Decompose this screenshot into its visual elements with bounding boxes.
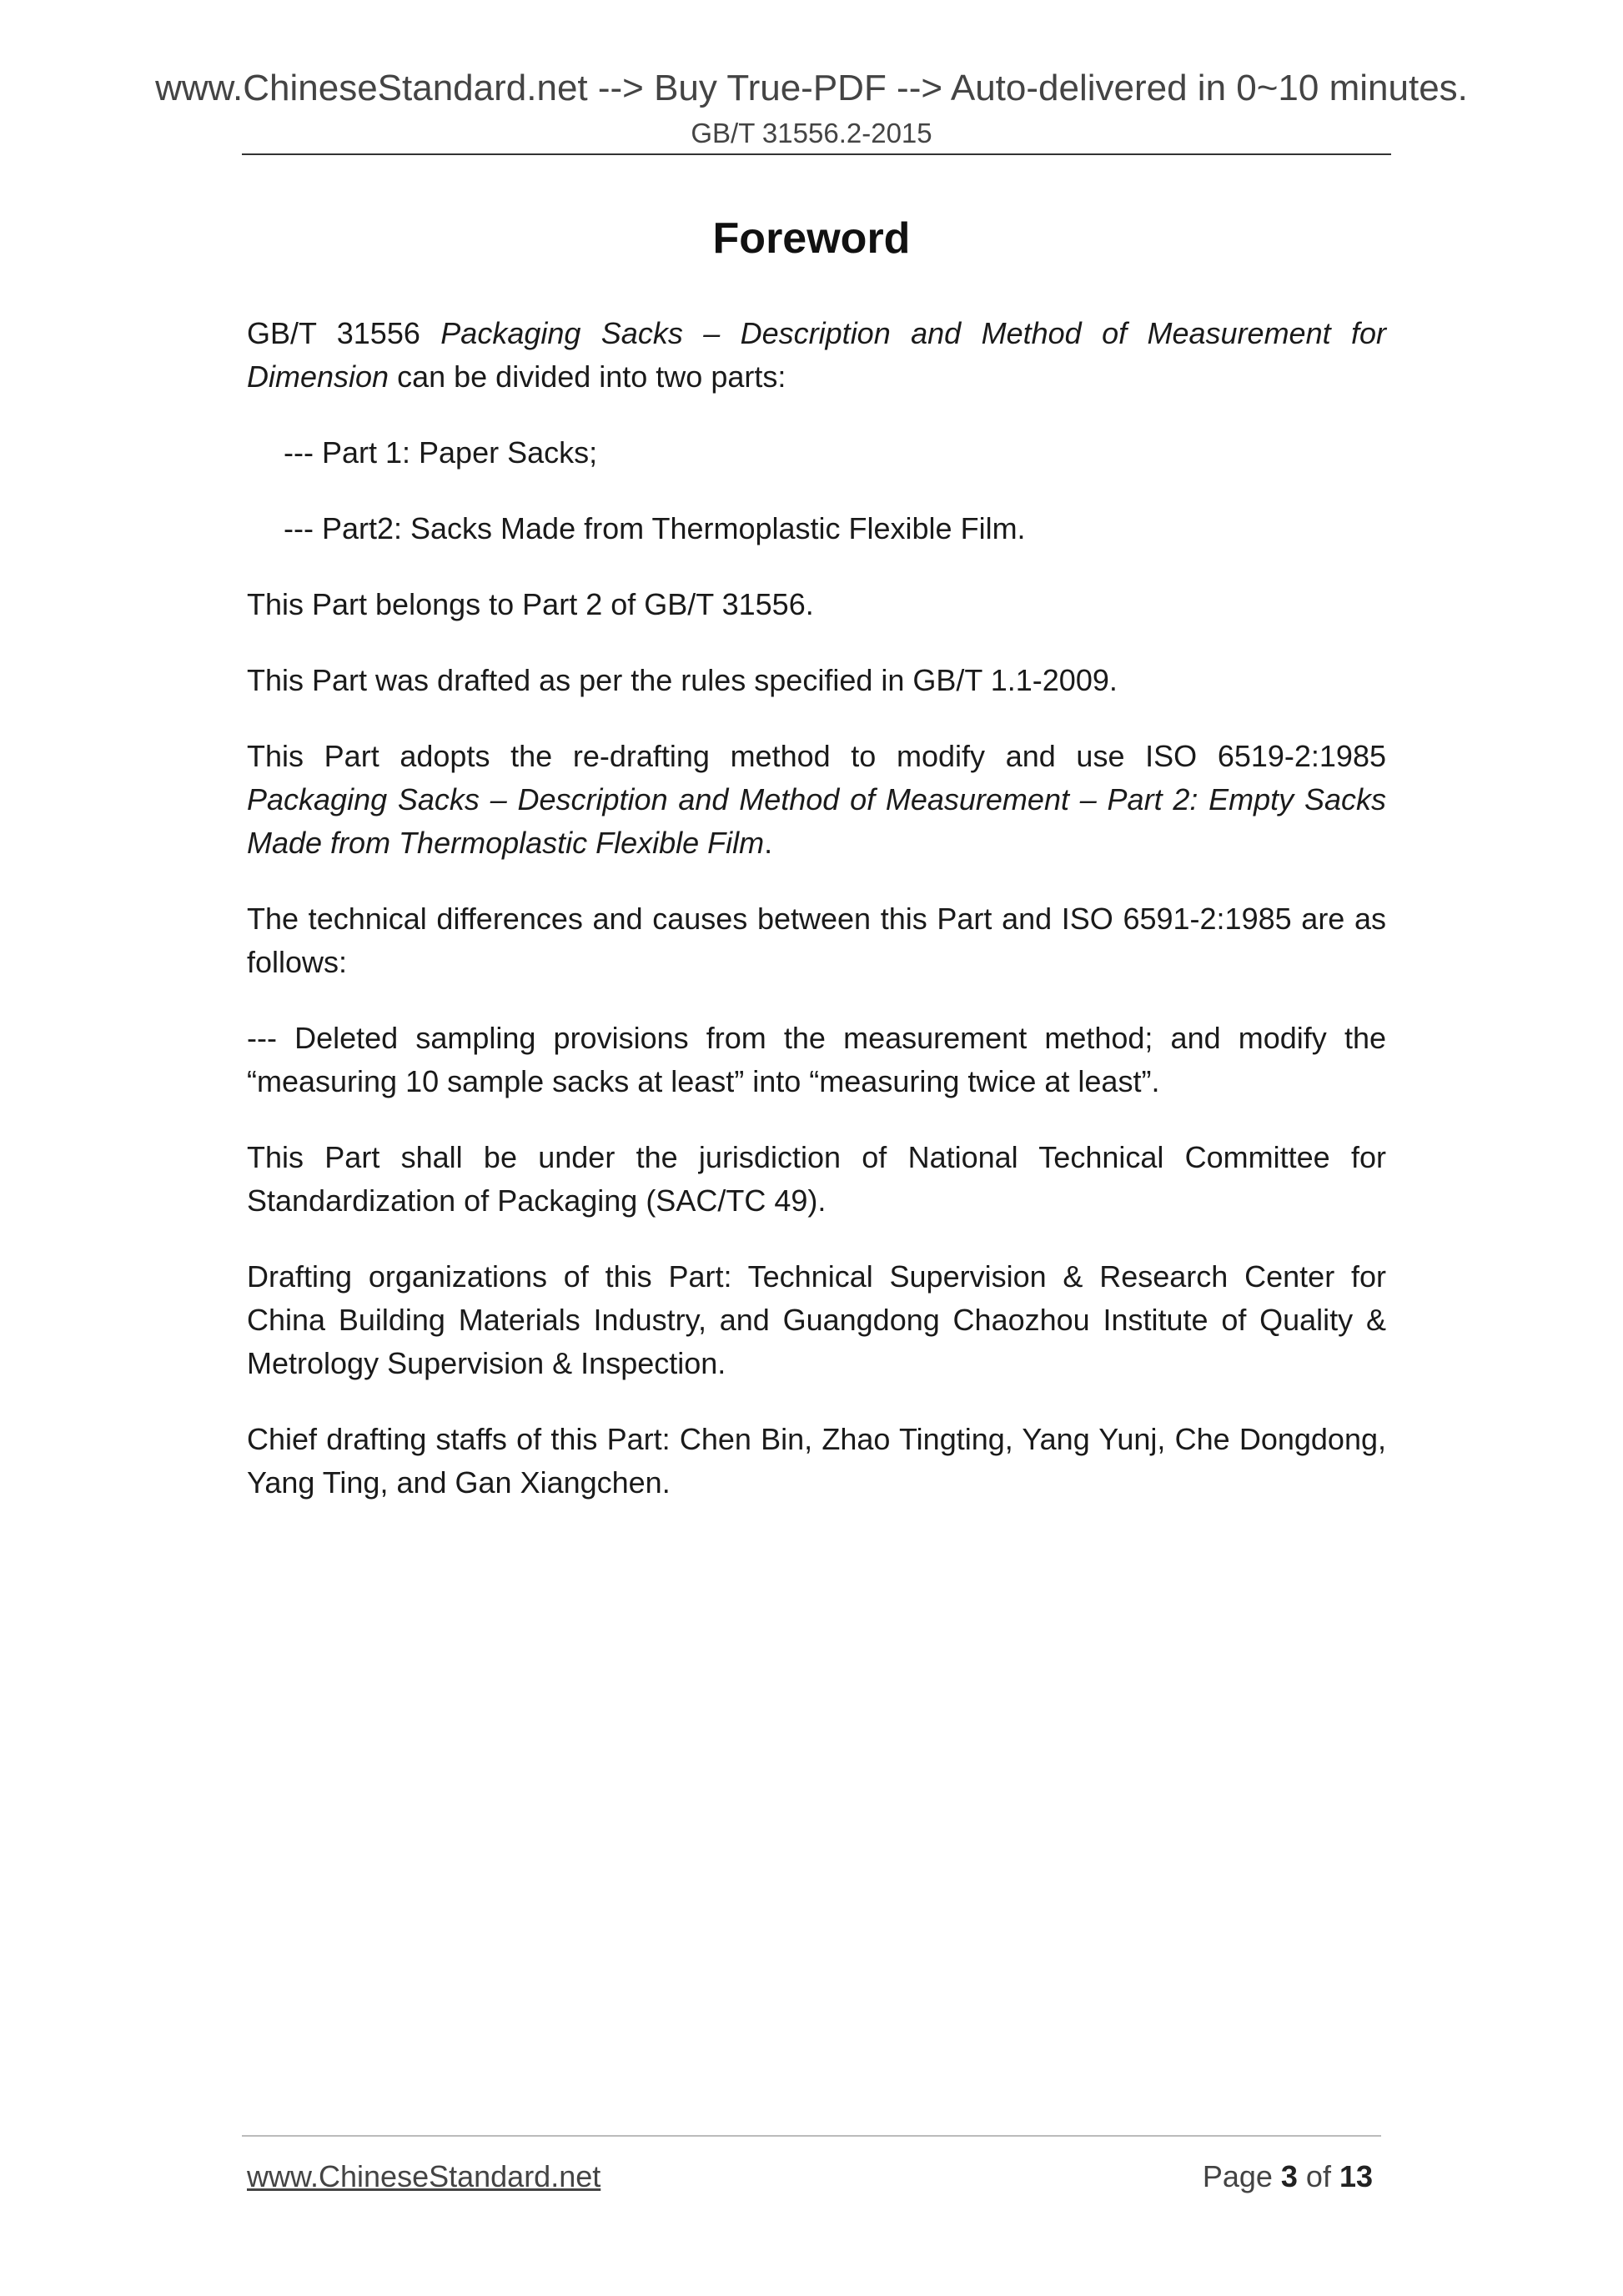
footer-divider xyxy=(242,2135,1381,2137)
text-run: can be divided into two parts: xyxy=(389,359,786,394)
paragraph-staffs: Chief drafting staffs of this Part: Chen Bin, Zhao Tingting, Yang Yunj, Che Dongdong, Yang Ting, and Gan Xiangchen. xyxy=(247,1422,1386,1500)
header-banner: www.ChineseStandard.net --> Buy True-PDF --> Auto-delivered in 0~10 minutes. xyxy=(155,68,1468,108)
paragraph-differences: The technical differences and causes between this Part and ISO 6591-2:1985 are as follows: xyxy=(247,902,1386,979)
footer-website-link[interactable]: www.ChineseStandard.net xyxy=(247,2159,601,2193)
page-total: 13 xyxy=(1339,2159,1373,2193)
page-title: Foreword xyxy=(712,214,911,263)
list-item-part-1: --- Part 1: Paper Sacks; xyxy=(284,435,598,470)
paragraph-jurisdiction: This Part shall be under the jurisdiction of National Technical Committee for Standardization of Packaging (SAC/TC 49). xyxy=(247,1140,1386,1218)
text-run: GB/T 31556 xyxy=(247,316,441,350)
foreword-body xyxy=(247,312,1386,1537)
iso-title-italic: Packaging Sacks – Description and Method of Measurement – Part 2: Empty Sacks Made from Thermoplastic Flexible Film xyxy=(247,782,1386,860)
text-run: . xyxy=(764,826,773,860)
list-item-part-2: --- Part2: Sacks Made from Thermoplastic Flexible Film. xyxy=(284,511,1026,545)
page-number xyxy=(1203,2158,1373,2195)
paragraph-belongs: This Part belongs to Part 2 of GB/T 31556. xyxy=(247,587,814,621)
page-of: of xyxy=(1297,2159,1339,2193)
header-divider xyxy=(242,153,1391,155)
paragraph-drafted: This Part was drafted as per the rules specified in GB/T 1.1-2009. xyxy=(247,663,1118,697)
standard-title-italic: Packaging Sacks – Description and Method of Measurement for Dimension xyxy=(247,316,1387,394)
header-document-id: GB/T 31556.2-2015 xyxy=(691,118,932,148)
page-label: Page xyxy=(1202,2159,1281,2193)
page-current: 3 xyxy=(1280,2159,1298,2193)
paragraph-deleted-provisions: --- Deleted sampling provisions from the measurement method; and modify the “measuring 10 sample sacks at least” into “measuring twice at least”. xyxy=(247,1021,1386,1098)
paragraph-parts-intro xyxy=(247,312,1386,399)
text-run: This Part adopts the re-drafting method to modify and use ISO 6519-2:1985 xyxy=(247,739,1386,773)
paragraph-organizations: Drafting organizations of this Part: Technical Supervision & Research Center for China Building Materials Industry, and Guangdong Chaozhou Institute of Quality & Metrology Supervision & Inspection. xyxy=(247,1259,1386,1380)
paragraph-adopts xyxy=(247,735,1386,865)
